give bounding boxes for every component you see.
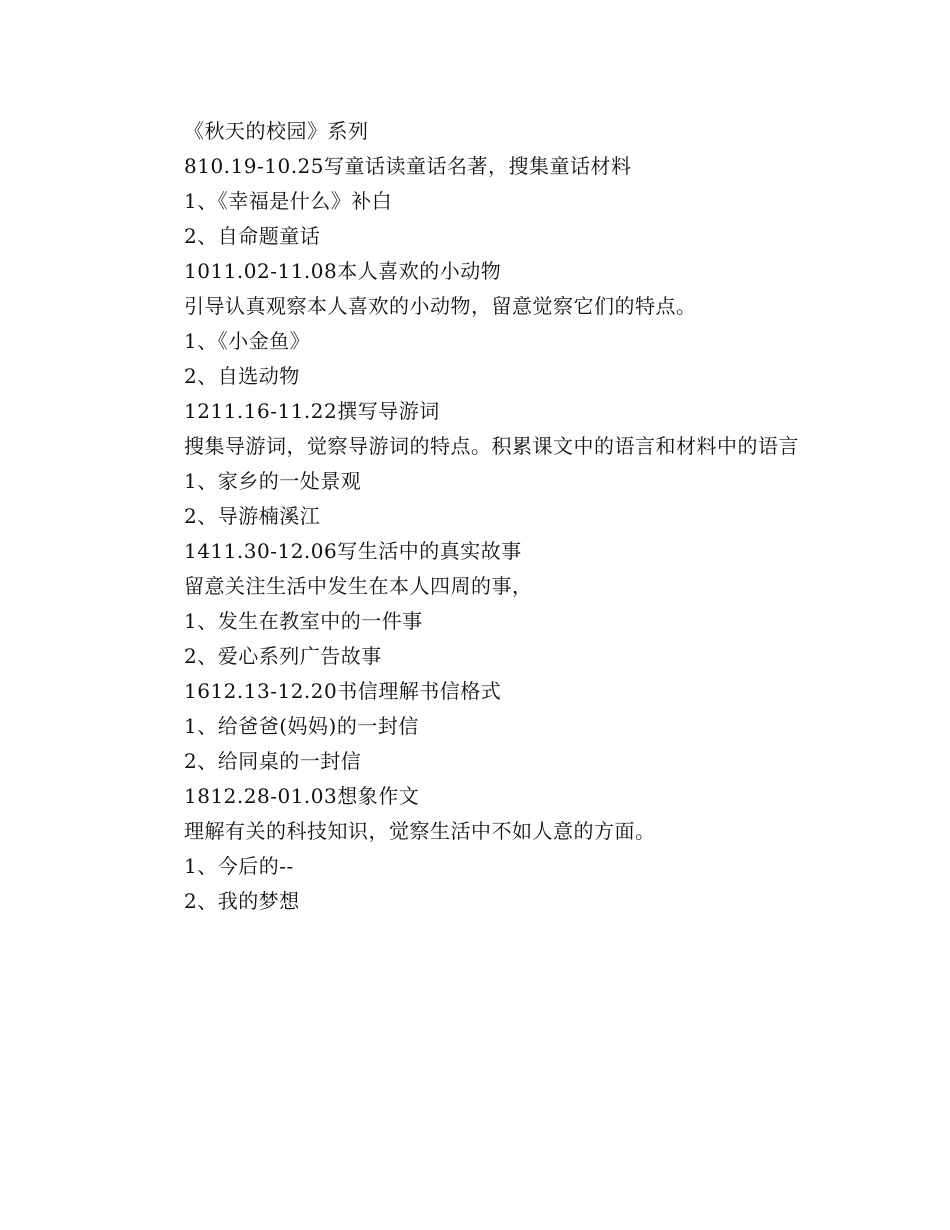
- series-title: 《秋天的校园》系列: [184, 119, 369, 143]
- week-8-topic: 810.19-10.25写童话读童话名著，搜集童话材料: [184, 154, 632, 178]
- week-14-topic: 1411.30-12.06写生活中的真实故事: [184, 539, 522, 563]
- list-item: 1、《小金鱼》: [184, 329, 311, 353]
- week-12-topic: 1211.16-11.22撰写导游词: [184, 399, 440, 423]
- list-item: 1、《幸福是什么》补白: [184, 189, 393, 213]
- week-18-topic: 1812.28-01.03想象作文: [184, 784, 420, 808]
- week-16-topic: 1612.13-12.20书信理解书信格式: [184, 679, 502, 703]
- list-item: 2、给同桌的一封信: [184, 749, 362, 773]
- list-item: 1、发生在教室中的一件事: [184, 609, 423, 633]
- list-item: 1、给爸爸(妈妈)的一封信: [184, 714, 419, 738]
- document-body: [140, 114, 815, 919]
- week-10-description: 引导认真观察本人喜欢的小动物，留意觉察它们的特点。: [184, 294, 697, 318]
- week-14-description: 留意关注生活中发生在本人四周的事，: [184, 574, 533, 598]
- list-item: 2、自选动物: [184, 364, 300, 388]
- list-item: 2、爱心系列广告故事: [184, 644, 382, 668]
- week-10-topic: 1011.02-11.08本人喜欢的小动物: [184, 259, 502, 283]
- week-18-description: 理解有关的科技知识，觉察生活中不如人意的方面。: [184, 819, 656, 843]
- list-item: 2、自命题童话: [184, 224, 321, 248]
- week-12-description: 搜集导游词，觉察导游词的特点。积累课文中的语言和材料中的语言: [184, 434, 799, 458]
- list-item: 2、导游楠溪江: [184, 504, 321, 528]
- list-item: 1、家乡的一处景观: [184, 469, 362, 493]
- list-item: 1、今后的--: [184, 854, 294, 878]
- list-item: 2、我的梦想: [184, 889, 300, 913]
